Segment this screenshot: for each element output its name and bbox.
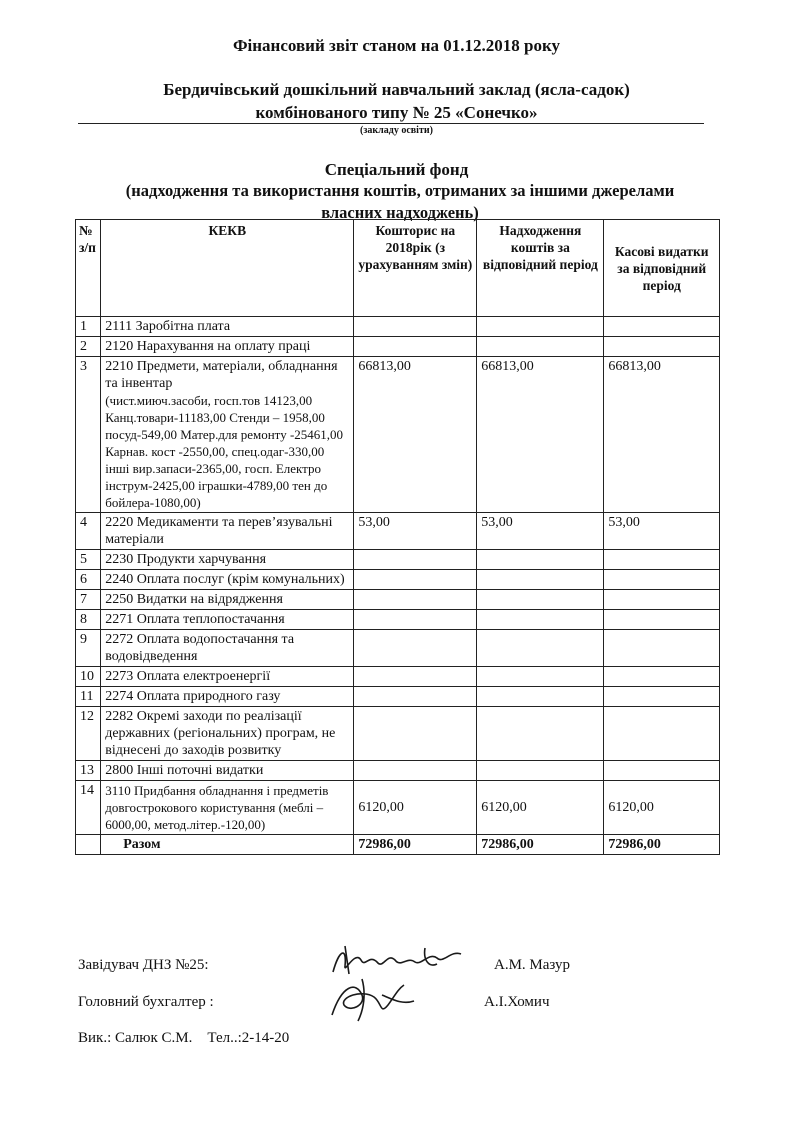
table-row [76, 707, 720, 761]
row-number: 6 [76, 570, 101, 590]
row-received [477, 337, 604, 357]
col-header-number: № з/п [76, 220, 101, 317]
row-plan: 6120,00 [354, 781, 477, 835]
col-header-plan: Кошторис на 2018рік (з урахуванням змін) [354, 220, 477, 317]
row-number: 11 [76, 687, 101, 707]
row-plan [354, 337, 477, 357]
table-total-row [76, 835, 720, 855]
table-row [76, 610, 720, 630]
row-received [477, 761, 604, 781]
row-received [477, 610, 604, 630]
table-header-row [76, 220, 720, 317]
row-plan [354, 550, 477, 570]
row-number: 7 [76, 590, 101, 610]
row-received [477, 707, 604, 761]
col-header-received: Надходження коштів за відповідний період [477, 220, 604, 317]
row-number: 13 [76, 761, 101, 781]
row-received [477, 550, 604, 570]
row-number: 2 [76, 337, 101, 357]
col-header-kekv: КЕКВ [101, 220, 354, 317]
total-label: Разом [101, 835, 354, 855]
row-spent [604, 667, 720, 687]
fund-title: Спеціальний фонд [324, 160, 469, 179]
fund-subtitle [60, 180, 740, 224]
row-received: 66813,00 [477, 357, 604, 513]
total-spent: 72986,00 [604, 835, 720, 855]
institution-caption: (закладу освіти) [360, 125, 433, 136]
row-kekv: 2120 Нарахування на оплату праці [101, 337, 354, 357]
table-row [76, 570, 720, 590]
row-spent [604, 630, 720, 667]
row-plan [354, 667, 477, 687]
row-received [477, 590, 604, 610]
row-kekv: 2240 Оплата послуг (крім комунальних) [101, 570, 354, 590]
row-received [477, 570, 604, 590]
row-spent [604, 570, 720, 590]
row-kekv-detail: (чист.миюч.засоби, госп.тов 14123,00 Канц.товари-11183,00 Стенди – 1958,00 посуд-549,00 Матер.для ремонту -25461,00 Карнав. кост -2550,00, спец.одаг-330,00 інші вир.запаси-2365,00, госп. Електро інструм-2425,00 іграшки-4789,00 тен до бойлера-1080,00) [105, 393, 344, 510]
row-spent [604, 707, 720, 761]
table-row [76, 550, 720, 570]
row-kekv [101, 357, 354, 513]
row-kekv-title: 2210 Предмети, матеріали, обладнання та інвентар [105, 359, 338, 391]
row-kekv: 2111 Заробітна плата [101, 317, 354, 337]
fund-subtitle-line1: (надходження та використання коштів, отриманих за іншими джерелами [125, 181, 675, 200]
row-plan [354, 707, 477, 761]
executor-contact: Вик.: Салюк С.М. Тел..:2-14-20 [78, 1030, 290, 1046]
row-received [477, 317, 604, 337]
row-number: 10 [76, 667, 101, 687]
row-plan [354, 761, 477, 781]
head-signature [325, 940, 475, 980]
row-plan [354, 630, 477, 667]
row-plan [354, 687, 477, 707]
row-spent [604, 337, 720, 357]
row-number: 3 [76, 357, 101, 513]
row-kekv: 2220 Медикаменти та перев’язувальні матеріали [101, 513, 354, 550]
head-name: А.М. Мазур [494, 957, 571, 973]
institution-underline [78, 123, 704, 124]
row-kekv: 2250 Видатки на відрядження [101, 590, 354, 610]
table-row [76, 687, 720, 707]
table-row [76, 513, 720, 550]
accountant-name: А.І.Хомич [484, 994, 550, 1010]
total-received: 72986,00 [477, 835, 604, 855]
row-plan: 53,00 [354, 513, 477, 550]
row-plan [354, 317, 477, 337]
row-plan [354, 570, 477, 590]
row-received: 6120,00 [477, 781, 604, 835]
row-spent [604, 550, 720, 570]
total-plan: 72986,00 [354, 835, 477, 855]
row-received [477, 687, 604, 707]
row-number: 8 [76, 610, 101, 630]
row-spent [604, 687, 720, 707]
head-label: Завідувач ДНЗ №25: [78, 957, 209, 973]
table-row [76, 337, 720, 357]
row-number: 12 [76, 707, 101, 761]
row-number: 4 [76, 513, 101, 550]
institution-name-line1: Бердичівський дошкільний навчальний заклад (ясла-садок) [163, 80, 630, 99]
report-title: Фінансовий звіт станом на 01.12.2018 року [232, 36, 561, 55]
table-row [76, 761, 720, 781]
row-received [477, 630, 604, 667]
row-kekv: 2274 Оплата природного газу [101, 687, 354, 707]
table-row [76, 630, 720, 667]
row-spent [604, 610, 720, 630]
row-number: 1 [76, 317, 101, 337]
row-number: 5 [76, 550, 101, 570]
row-kekv: 2230 Продукти харчування [101, 550, 354, 570]
row-kekv: 2272 Оплата водопостачання та водовідведення [101, 630, 354, 667]
table-row [76, 317, 720, 337]
row-kekv: 2800 Інші поточні видатки [101, 761, 354, 781]
institution-name-line2: комбінованого типу № 25 «Сонечко» [255, 103, 538, 122]
row-spent: 6120,00 [604, 781, 720, 835]
row-number: 9 [76, 630, 101, 667]
row-kekv: 2271 Оплата теплопостачання [101, 610, 354, 630]
row-plan: 66813,00 [354, 357, 477, 513]
row-kekv: 2282 Окремі заходи по реалізації державних (регіональних) програм, не віднесені до заходів розвитку [101, 707, 354, 761]
accountant-label: Головний бухгалтер : [78, 994, 214, 1010]
accountant-signature [322, 975, 422, 1025]
row-spent [604, 317, 720, 337]
fund-subtitle-line2: власних надходжень) [321, 203, 479, 222]
row-spent [604, 761, 720, 781]
table-row [76, 590, 720, 610]
col-header-spent: Касові видатки за відповідний період [604, 220, 720, 317]
table-row [76, 667, 720, 687]
row-plan [354, 590, 477, 610]
row-spent: 66813,00 [604, 357, 720, 513]
table-row [76, 357, 720, 513]
row-spent: 53,00 [604, 513, 720, 550]
row-received: 53,00 [477, 513, 604, 550]
row-number: 14 [76, 781, 101, 835]
special-fund-table [75, 219, 720, 855]
row-received [477, 667, 604, 687]
row-kekv: 3110 Придбання обладнання і предметів довгострокового користування (меблі – 6000,00, метод.літер.-120,00) [101, 781, 354, 835]
row-kekv: 2273 Оплата електроенергії [101, 667, 354, 687]
row-spent [604, 590, 720, 610]
table-row [76, 781, 720, 835]
row-plan [354, 610, 477, 630]
total-number-cell [76, 835, 101, 855]
